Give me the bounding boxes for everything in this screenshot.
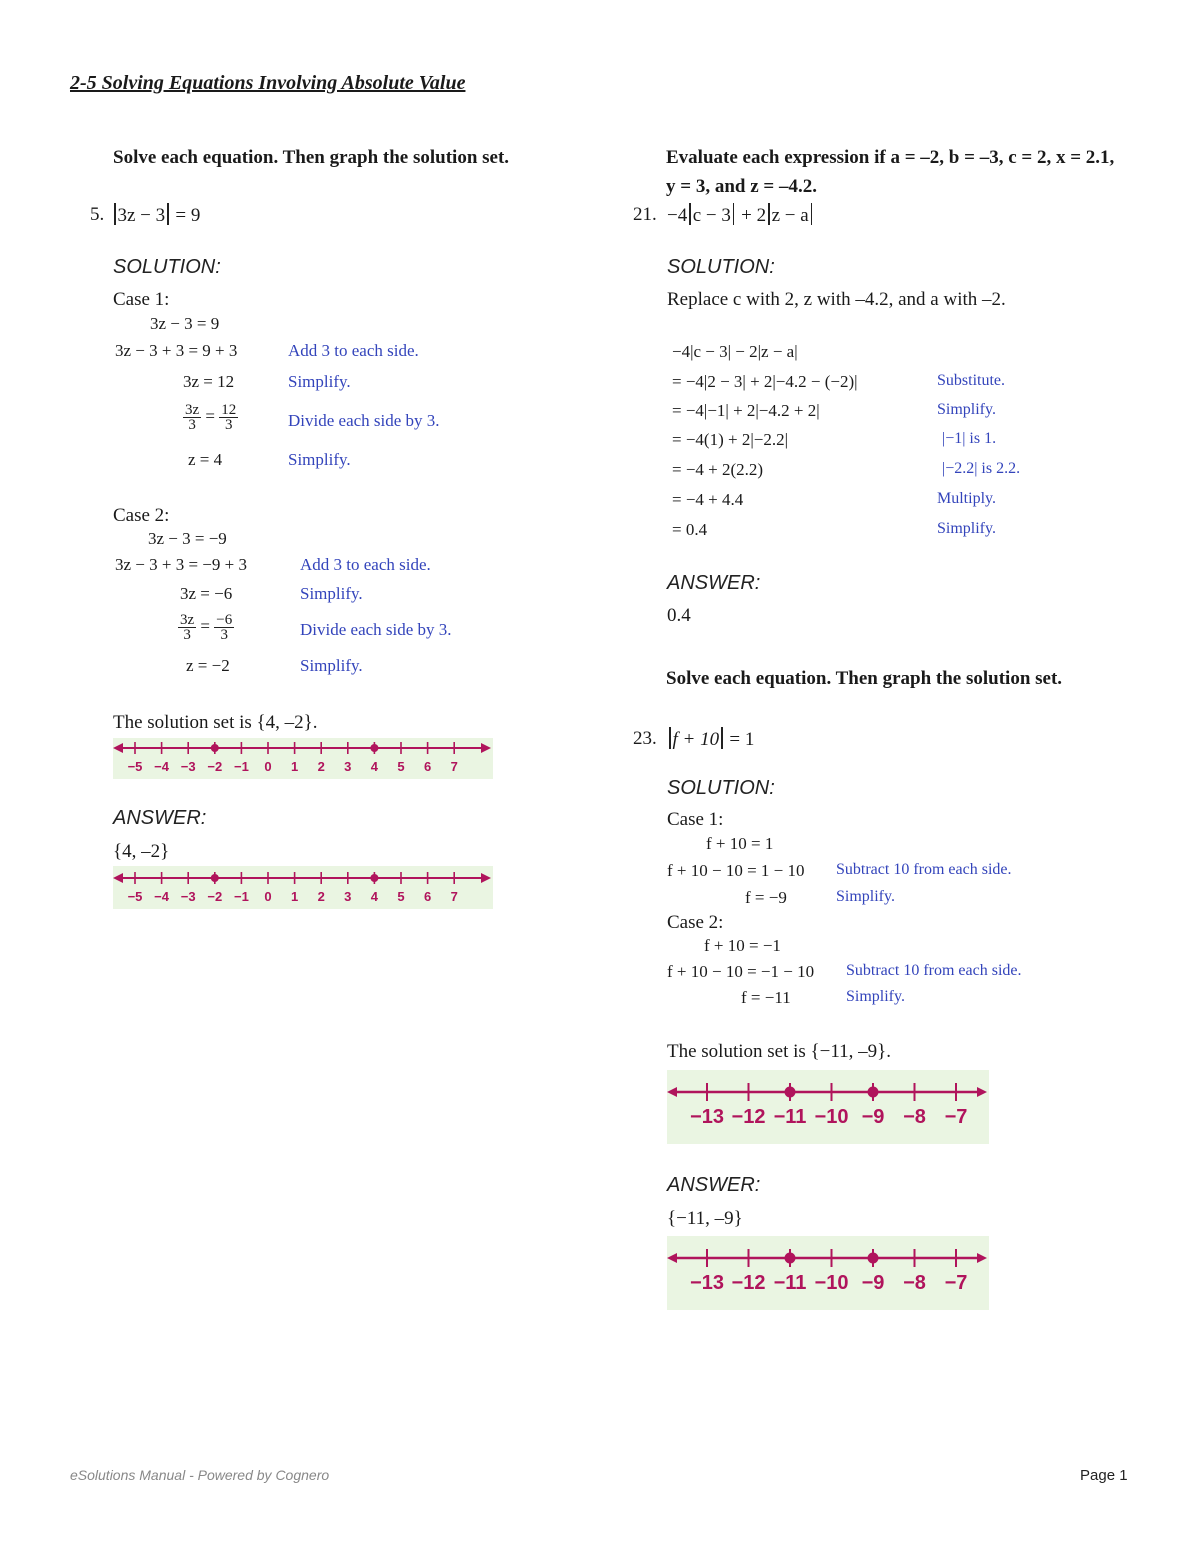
p23-answer-numberline bbox=[667, 1236, 989, 1310]
p23-case2-label: Case 2: bbox=[667, 912, 724, 933]
numberline-tick-label: −5 bbox=[127, 889, 143, 904]
p5-case2-label: Case 2: bbox=[113, 505, 170, 526]
p23-case1-label: Case 1: bbox=[667, 809, 724, 830]
c1-frac-rnum: 12 bbox=[221, 402, 237, 418]
p21-line5: = −4 + 4.4 bbox=[672, 490, 744, 509]
problem-21-expression bbox=[667, 203, 814, 227]
p5-c2-line4: z = −2 bbox=[186, 656, 230, 675]
numberline-tick-label: −13 bbox=[690, 1106, 724, 1128]
numberline-tick-label: −3 bbox=[180, 759, 196, 774]
numberline-tick-label: −2 bbox=[207, 759, 223, 774]
numberline-tick-label: 6 bbox=[423, 889, 432, 904]
numberline-tick-label: 7 bbox=[450, 889, 458, 904]
p23-c1-line1: f + 10 − 10 = 1 − 10 bbox=[667, 861, 805, 880]
p21-answer-label: ANSWER: bbox=[667, 572, 761, 594]
numberline-tick-label: −5 bbox=[127, 759, 143, 774]
p21-note1: Substitute. bbox=[937, 372, 1006, 389]
numberline-tick-label: −3 bbox=[180, 889, 196, 904]
p5-c2-line0: 3z − 3 = −9 bbox=[148, 529, 227, 548]
p23-c1-line0: f + 10 = 1 bbox=[706, 834, 774, 853]
p23-solution-label: SOLUTION: bbox=[667, 777, 775, 799]
c2-frac-lden: 3 bbox=[183, 627, 191, 643]
numberline-tick-label: 5 bbox=[397, 889, 405, 904]
p5-c1-fraction: $\frac{3z}{3}$ = $\frac{12}{3}$ bbox=[185, 402, 237, 433]
c2-frac-rden: 3 bbox=[220, 627, 228, 643]
c2-frac-lnum: 3z bbox=[180, 612, 195, 628]
numberline-tick-label: −7 bbox=[944, 1272, 968, 1294]
footer-credit: eSolutions Manual - Powered by Cognero bbox=[70, 1467, 330, 1483]
p23-c2-line0: f + 10 = −1 bbox=[704, 936, 781, 955]
p5-c2-note3: Divide each side by 3. bbox=[300, 620, 452, 639]
page-number: Page 1 bbox=[1080, 1467, 1128, 1484]
p21-line1: = −4|2 − 3| + 2|−4.2 − (−2)| bbox=[672, 372, 858, 391]
p5-c1-note1: Add 3 to each side. bbox=[288, 341, 419, 360]
problem-23-number: 23. bbox=[633, 728, 657, 749]
p5-c1-line0: 3z − 3 = 9 bbox=[150, 314, 220, 333]
p5-c1-line4: z = 4 bbox=[188, 450, 223, 469]
numberline-tick-label: −8 bbox=[903, 1272, 926, 1294]
p21-answer: 0.4 bbox=[667, 605, 691, 626]
p21-solution-label: SOLUTION: bbox=[667, 256, 775, 278]
p5-c1-line2: 3z = 12 bbox=[183, 372, 235, 391]
numberline-tick-label: −10 bbox=[814, 1106, 849, 1128]
p5-answer-label: ANSWER: bbox=[113, 807, 207, 829]
p21-abs1: c − 3 bbox=[692, 205, 731, 226]
numberline-tick-label: 0 bbox=[264, 889, 272, 904]
numberline-tick-label: 1 bbox=[290, 889, 299, 904]
numberline-point bbox=[211, 874, 219, 882]
p23-c1-line2: f = −9 bbox=[745, 888, 787, 907]
problem-5-equation bbox=[112, 203, 200, 227]
numberline-tick-label: −7 bbox=[944, 1106, 968, 1128]
p5-c2-line1: 3z − 3 + 3 = −9 + 3 bbox=[115, 555, 247, 574]
p5-answer: {4, –2} bbox=[113, 841, 170, 862]
numberline-tick-label: 3 bbox=[344, 759, 352, 774]
p23-c1-note1: Subtract 10 from each side. bbox=[836, 861, 1012, 878]
numberline-tick-label: −4 bbox=[154, 889, 170, 904]
numberline-tick-label: −1 bbox=[233, 759, 249, 774]
arrow-right-icon bbox=[977, 1087, 987, 1097]
p23-c2-note1: Subtract 10 from each side. bbox=[846, 962, 1022, 979]
numberline-tick-label: −12 bbox=[731, 1272, 766, 1294]
p5-c1-note2: Simplify. bbox=[288, 372, 351, 391]
numberline-tick-label: 6 bbox=[423, 759, 432, 774]
arrow-left-icon bbox=[667, 1087, 677, 1097]
p21-replace: Replace c with 2, z with –4.2, and a with –2. bbox=[667, 289, 1006, 310]
arrow-left-icon bbox=[113, 873, 123, 883]
p5-answer-numberline bbox=[113, 866, 493, 909]
p21-coef2: + 2 bbox=[741, 205, 767, 226]
numberline-tick-label: 5 bbox=[397, 759, 405, 774]
problem-21-number: 21. bbox=[633, 204, 657, 225]
eq5-inner: 3z − 3 bbox=[117, 205, 166, 226]
p21-abs2: z − a bbox=[771, 205, 809, 226]
p21-note5: Multiply. bbox=[937, 490, 996, 507]
arrow-right-icon bbox=[481, 743, 491, 753]
right-instruction-2: Solve each equation. Then graph the solution set. bbox=[666, 668, 1063, 689]
numberline-point bbox=[785, 1253, 796, 1264]
p21-line0: −4|c − 3| − 2|z − a| bbox=[672, 342, 798, 361]
p5-solution-set: The solution set is {4, –2}. bbox=[113, 712, 318, 733]
p23-c2-note2: Simplify. bbox=[846, 988, 905, 1005]
numberline-tick-label: −1 bbox=[233, 889, 249, 904]
numberline-point bbox=[785, 1087, 796, 1098]
c1-frac-rden: 3 bbox=[225, 417, 233, 433]
p23-answer: {−11, –9} bbox=[667, 1208, 743, 1229]
numberline-tick-label: −10 bbox=[814, 1272, 849, 1294]
left-instruction: Solve each equation. Then graph the solution set. bbox=[113, 147, 510, 168]
p5-c1-note3: Divide each side by 3. bbox=[288, 411, 440, 430]
right-instruction: Evaluate each expression if a = –2, b = –3, c = 2, x = 2.1, y = 3, and z = –4.2. bbox=[666, 147, 1115, 197]
p5-c2-note4: Simplify. bbox=[300, 656, 363, 675]
c1-frac-lden: 3 bbox=[188, 417, 196, 433]
p5-solution-label: SOLUTION: bbox=[113, 256, 221, 278]
p5-numberline bbox=[113, 738, 493, 779]
numberline-tick-label: 7 bbox=[450, 759, 458, 774]
arrow-left-icon bbox=[667, 1253, 677, 1263]
p23-c1-note2: Simplify. bbox=[836, 888, 895, 905]
p5-c2-note1: Add 3 to each side. bbox=[300, 555, 431, 574]
numberline-point bbox=[211, 744, 219, 752]
p21-note4: |−2.2| is 2.2. bbox=[942, 460, 1021, 477]
p5-c2-line2: 3z = −6 bbox=[180, 584, 233, 603]
numberline-tick-label: −8 bbox=[903, 1106, 926, 1128]
arrow-right-icon bbox=[481, 873, 491, 883]
c2-frac-rnum: −6 bbox=[216, 612, 233, 628]
p23-answer-label: ANSWER: bbox=[667, 1174, 761, 1196]
problem-5-number: 5. bbox=[90, 204, 105, 225]
numberline-tick-label: 4 bbox=[370, 889, 379, 904]
numberline-tick-label: 4 bbox=[370, 759, 379, 774]
numberline-tick-label: 1 bbox=[290, 759, 299, 774]
numberline-point bbox=[370, 874, 378, 882]
numberline-point bbox=[868, 1253, 879, 1264]
p23-c2-line1: f + 10 − 10 = −1 − 10 bbox=[667, 962, 815, 981]
numberline-tick-label: −12 bbox=[731, 1106, 766, 1128]
numberline-point bbox=[868, 1087, 879, 1098]
p21-note6: Simplify. bbox=[937, 520, 996, 537]
p5-c2-fraction: $\frac{3z}{3}$ = $\frac{-6}{3}$ bbox=[180, 612, 233, 643]
eq5-rhs: = 9 bbox=[175, 205, 201, 226]
p21-note3: |−1| is 1. bbox=[942, 430, 997, 447]
numberline-point bbox=[370, 744, 378, 752]
numberline-tick-label: 2 bbox=[317, 889, 325, 904]
arrow-left-icon bbox=[113, 743, 123, 753]
p21-line6: = 0.4 bbox=[672, 520, 708, 539]
p5-c1-note4: Simplify. bbox=[288, 450, 351, 469]
eq23-inner: f + 10 bbox=[672, 729, 720, 750]
p21-line4: = −4 + 2(2.2) bbox=[672, 460, 764, 479]
eq23-rhs: = 1 bbox=[729, 729, 755, 750]
numberline-tick-label: −11 bbox=[773, 1272, 807, 1294]
page-title: 2-5 Solving Equations Involving Absolute Value bbox=[70, 72, 466, 94]
arrow-right-icon bbox=[977, 1253, 987, 1263]
numberline-tick-label: −2 bbox=[207, 889, 223, 904]
p23-solution-set: The solution set is {−11, –9}. bbox=[667, 1041, 892, 1062]
problem-23-equation bbox=[667, 727, 754, 751]
numberline-tick-label: −11 bbox=[773, 1106, 807, 1128]
p23-c2-line2: f = −11 bbox=[741, 988, 791, 1007]
p21-line3: = −4(1) + 2|−2.2| bbox=[672, 430, 788, 449]
numberline-tick-label: −4 bbox=[154, 759, 170, 774]
p5-c2-note2: Simplify. bbox=[300, 584, 363, 603]
p5-case1-label: Case 1: bbox=[113, 289, 170, 310]
p21-coef1: −4 bbox=[667, 205, 688, 226]
p21-line2: = −4|−1| + 2|−4.2 + 2| bbox=[672, 401, 820, 420]
numberline-tick-label: 2 bbox=[317, 759, 325, 774]
numberline-tick-label: 3 bbox=[344, 889, 352, 904]
numberline-tick-label: −9 bbox=[861, 1272, 885, 1294]
numberline-tick-label: −9 bbox=[861, 1106, 885, 1128]
numberline-tick-label: 0 bbox=[264, 759, 272, 774]
numberline-tick-label: −13 bbox=[690, 1272, 724, 1294]
p23-numberline bbox=[667, 1070, 989, 1144]
p21-note2: Simplify. bbox=[937, 401, 996, 418]
c1-frac-lnum: 3z bbox=[185, 402, 200, 418]
p5-c1-line1: 3z − 3 + 3 = 9 + 3 bbox=[115, 341, 238, 360]
